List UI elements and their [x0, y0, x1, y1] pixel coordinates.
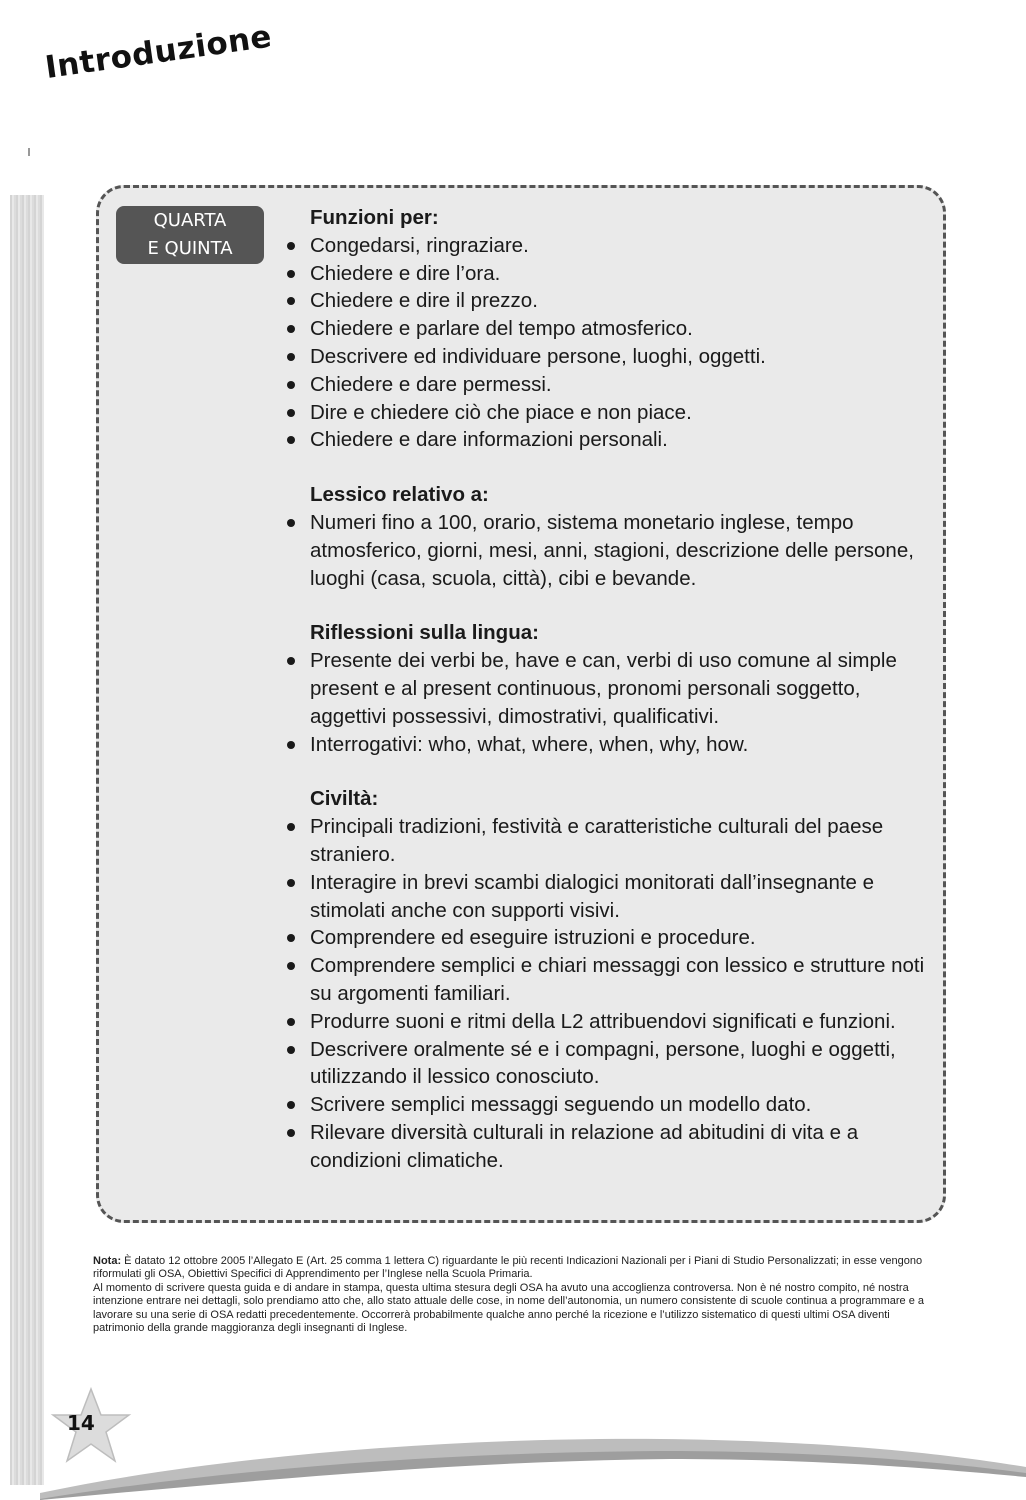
- list-item: Numeri fino a 100, orario, sistema monetario inglese, tempo atmosferico, giorni, mesi, anni, stagioni, descrizione delle persone, luoghi (casa, scuola, città), cibi e bevande.: [286, 509, 926, 592]
- list-item: Chiedere e dare informazioni personali.: [286, 426, 926, 454]
- section-heading: Riflessioni sulla lingua:: [310, 621, 539, 645]
- section-riflessioni: [286, 619, 926, 758]
- list-item: Chiedere e parlare del tempo atmosferico.: [286, 315, 926, 343]
- bottom-swoosh-decoration: [40, 1415, 1026, 1500]
- margin-mark: [28, 148, 30, 156]
- page-title: Introduzione: [42, 18, 275, 87]
- bullet-list: [286, 647, 926, 758]
- list-item: Comprendere semplici e chiari messaggi con lessico e strutture noti su argomenti familiari.: [286, 952, 926, 1008]
- list-item: Scrivere semplici messaggi seguendo un modello dato.: [286, 1091, 926, 1119]
- section-civilta: [286, 785, 926, 1174]
- footnote-paragraph: [93, 1255, 943, 1282]
- list-item: Rilevare diversità culturali in relazione ad abitudini di vita e a condizioni climatiche.: [286, 1119, 926, 1175]
- page-edge-decoration: [10, 195, 44, 1485]
- list-item: Produrre suoni e ritmi della L2 attribuendovi significati e funzioni.: [286, 1008, 926, 1036]
- list-item: Presente dei verbi be, have e can, verbi di uso comune al simple present e al present continuous, pronomi personali soggetto, aggettivi possessivi, dimostrativi, qualificativi.: [286, 647, 926, 730]
- list-item: Dire e chiedere ciò che piace e non piace.: [286, 399, 926, 427]
- page-number: 14: [67, 1411, 95, 1435]
- bullet-list: [286, 813, 926, 1174]
- section-heading: Civiltà:: [310, 787, 379, 811]
- footnote: [93, 1255, 943, 1335]
- section-lessico: [286, 481, 926, 592]
- level-tab-line2: E QUINTA: [147, 238, 233, 259]
- list-item: Chiedere e dire il prezzo.: [286, 287, 926, 315]
- footnote-label: Nota:: [93, 1255, 122, 1267]
- bullet-list: [286, 232, 926, 454]
- bullet-list: [286, 509, 926, 592]
- level-tab-line1: QUARTA: [153, 210, 227, 231]
- list-item: Interrogativi: who, what, where, when, why, how.: [286, 731, 926, 759]
- footnote-text: È datato 12 ottobre 2005 l’Allegato E (Art. 25 comma 1 lettera C) riguardante le più recenti Indicazioni Nazionali per i Piani di Studio Personalizzati; in esse vengono riformulati gli OSA, Obiettivi Specifici di Apprendimento per l’Inglese nella Scuola Primaria.: [93, 1255, 923, 1281]
- list-item: Congedarsi, ringraziare.: [286, 232, 926, 260]
- section-heading: Funzioni per:: [310, 206, 439, 229]
- list-item: Chiedere e dire l’ora.: [286, 260, 926, 288]
- section-heading: Lessico relativo a:: [310, 483, 489, 507]
- level-tab: [116, 206, 264, 264]
- list-item: Descrivere oralmente sé e i compagni, persone, luoghi e oggetti, utilizzando il lessico conosciuto.: [286, 1036, 926, 1092]
- curriculum-content: [286, 204, 926, 1202]
- list-item: Interagire in brevi scambi dialogici monitorati dall’insegnante e stimolati anche con supporti visivi.: [286, 869, 926, 925]
- footnote-paragraph: Al momento di scrivere questa guida e di andare in stampa, questa ultima stesura degli OSA ha avuto una accoglienza controversa. Non è né nostro compito, né nostra intenzione entrare nei dettagli, solo prendiamo atto che, allo stato attuale delle cose, in nome dell’autonomia, un numero consistente di scuole continua a programmare e a lavorare su una serie di OSA redatti precedentemente. Occorrerà probabilmente qualche anno perché la ricezione e l’utilizzo sistematico di questi ultimi OSA diventi patrimonio della grande maggioranza degli insegnanti di Inglese.: [93, 1281, 925, 1335]
- list-item: Comprendere ed eseguire istruzioni e procedure.: [286, 924, 926, 952]
- list-item: Descrivere ed individuare persone, luoghi, oggetti.: [286, 343, 926, 371]
- list-item: Principali tradizioni, festività e caratteristiche culturali del paese straniero.: [286, 813, 926, 869]
- section-funzioni: [286, 204, 926, 454]
- list-item: Chiedere e dare permessi.: [286, 371, 926, 399]
